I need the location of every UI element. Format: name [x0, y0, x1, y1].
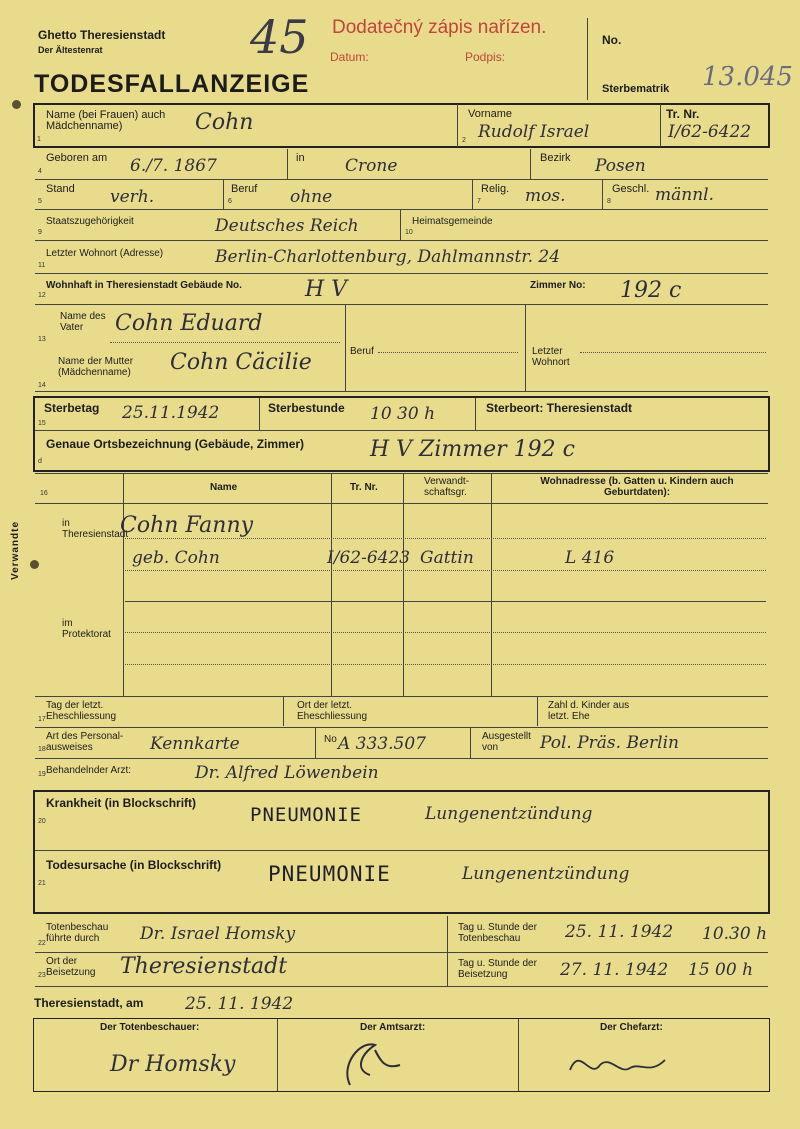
genau-label: Genaue Ortsbezeichnung (Gebäude, Zimmer): [46, 437, 305, 451]
no-label: No.: [602, 33, 622, 47]
rel1-adr: L 416: [565, 548, 615, 568]
place-date-value: 25. 11. 1942: [185, 994, 294, 1014]
sterbestunde-label: Sterbestunde: [268, 401, 345, 415]
ausweis-no-label: No: [324, 734, 337, 745]
sterbeort-label: Sterbeort: Theresienstadt: [486, 401, 633, 415]
punch-hole-bottom: [30, 560, 39, 569]
sig1-label: Der Totenbeschauer:: [100, 1022, 200, 1033]
im-prot-label: im Protektorat: [62, 618, 111, 640]
handwritten-number: 45: [250, 10, 309, 64]
trnr-label: Tr. Nr.: [666, 107, 700, 121]
heimat-label: Heimatsgemeinde: [412, 216, 493, 227]
krankheit-block: PNEUMONIE: [250, 804, 362, 826]
totenbeschau-value: Dr. Israel Homsky: [140, 924, 296, 944]
place-date-label: Theresienstadt, am: [34, 996, 144, 1010]
parents-wohnort-label: Letzter Wohnort: [532, 346, 570, 368]
stamp-podpis: Podpis:: [465, 50, 506, 64]
kinder-label: Zahl d. Kinder aus letzt. Ehe: [548, 700, 630, 722]
parents-beruf-label: Beruf: [350, 346, 374, 357]
staat-label: Staatszugehörigkeit: [46, 216, 134, 227]
relig-label: Relig.: [481, 183, 510, 195]
vorname-label: Vorname: [468, 108, 513, 120]
beschau-tag-label: Tag u. Stunde der Totenbeschau: [458, 922, 537, 944]
ausweis-art-label: Art des Personal-ausweises: [46, 731, 124, 753]
sig3-signature: [565, 1040, 675, 1085]
rel1-name2: geb. Cohn: [132, 548, 220, 568]
sterbetag-value: 25.11.1942: [122, 403, 220, 423]
name-value: Cohn: [195, 110, 254, 135]
name-label-text: Name (bei Frauen) auch Mädchenname): [46, 109, 166, 132]
ausgestellt-value: Pol. Präs. Berlin: [540, 733, 679, 753]
arzt-label: Behandelnder Arzt:: [46, 765, 132, 776]
vorname-value: Rudolf Israel: [478, 122, 590, 142]
col-trnr: Tr. Nr.: [350, 482, 378, 493]
col-adr: Wohnadresse (b. Gatten u. Kindern auch Geburtdaten):: [540, 476, 734, 498]
beruf-value: ohne: [290, 187, 333, 207]
header-divider: [587, 18, 588, 100]
stand-label: Stand: [46, 183, 75, 195]
col-verw: Verwandt-schaftsgr.: [424, 476, 470, 498]
zimmer-value: 192 c: [620, 278, 682, 303]
ehe-ort-label: Ort der letzt. Eheschliessung: [297, 700, 368, 722]
ausgestellt-label: Ausgestellt von: [482, 731, 531, 753]
gebaeude-value: H V: [305, 277, 348, 302]
totenbeschau-label: Totenbeschau führte durch: [46, 922, 109, 944]
bezirk-value: Posen: [595, 156, 646, 176]
krankheit-script: Lungenentzündung: [425, 804, 593, 824]
geschl-label: Geschl.: [612, 183, 650, 195]
sterbematrik-value: 13.045: [702, 62, 793, 92]
ursache-block: PNEUMONIE: [268, 862, 391, 886]
sig3-label: Der Chefarzt:: [600, 1022, 663, 1033]
stand-value: verh.: [110, 187, 155, 207]
trnr-value: I/62-6422: [668, 122, 752, 142]
ursache-script: Lungenentzündung: [462, 864, 630, 884]
col-name: Name: [210, 482, 238, 493]
beisetzung-tag-time: 15 00 h: [688, 960, 754, 980]
geboren-label: Geboren am: [46, 152, 108, 164]
ausweis-art-value: Kennkarte: [150, 734, 240, 754]
geboren-value: 6./7. 1867: [130, 156, 217, 176]
name-label: [46, 110, 186, 132]
rel1-trnr: I/62-6423: [327, 548, 411, 568]
vater-label: Name des Vater: [60, 311, 106, 333]
ausweis-no-value: A 333.507: [338, 734, 426, 754]
beisetzung-ort-label: Ort der Beisetzung: [46, 956, 96, 978]
ursache-label: Todesursache (in Blockschrift): [46, 858, 222, 872]
ehe-tag-label: Tag der letzt. Eheschliessung: [46, 700, 117, 722]
in-label: in: [296, 152, 305, 164]
org-council: Der Ältestenrat: [38, 45, 103, 55]
wohnort-value: Berlin-Charlottenburg, Dahlmannstr. 24: [215, 247, 561, 267]
stamp-line: Dodatečný zápis nařízen.: [332, 17, 547, 38]
zimmer-label: Zimmer No:: [530, 280, 586, 291]
relig-value: mos.: [525, 186, 566, 206]
beisetzung-ort-value: Theresienstadt: [120, 954, 288, 979]
geschl-value: männl.: [655, 185, 714, 205]
sterbestunde-value: 10 30 h: [370, 404, 436, 424]
sig2-label: Der Amtsarzt:: [360, 1022, 426, 1033]
stamp-datum: Datum:: [330, 50, 369, 64]
wohnort-label: Letzter Wohnort (Adresse): [46, 248, 164, 259]
beschau-tag-value: 25. 11. 1942: [565, 922, 674, 942]
beruf-label: Beruf: [231, 183, 258, 195]
beisetzung-tag-label: Tag u. Stunde der Beisetzung: [458, 958, 537, 980]
in-there-label: in Theresienstadt: [62, 518, 129, 540]
sterbematrik-label: Sterbematrik: [602, 83, 670, 95]
bezirk-label: Bezirk: [540, 152, 571, 164]
rel1-name: Cohn Fanny: [120, 513, 254, 538]
beisetzung-tag-value: 27. 11. 1942: [560, 960, 669, 980]
sterbetag-label: Sterbetag: [44, 401, 100, 415]
vater-value: Cohn Eduard: [115, 311, 263, 336]
verwandte-side-label: Verwandte: [10, 520, 21, 580]
rel1-verw: Gattin: [420, 548, 474, 568]
in-value: Crone: [345, 156, 398, 176]
mutter-value: Cohn Cäcilie: [170, 350, 312, 375]
sig2-signature: [330, 1035, 410, 1090]
form-title: TODESFALLANZEIGE: [34, 70, 310, 98]
krankheit-label: Krankheit (in Blockschrift): [46, 796, 197, 810]
staat-value: Deutsches Reich: [215, 216, 359, 236]
genau-value: H V Zimmer 192 c: [370, 437, 575, 462]
arzt-value: Dr. Alfred Löwenbein: [195, 763, 379, 783]
mutter-label: Name der Mutter (Mädchenname): [58, 356, 134, 378]
beschau-tag-time: 10.30 h: [702, 924, 768, 944]
sig1-value: Dr Homsky: [110, 1052, 236, 1077]
punch-hole-top: [12, 100, 21, 109]
org-name: Ghetto Theresienstadt: [38, 28, 166, 42]
gebaeude-label: Wohnhaft in Theresienstadt Gebäude No.: [46, 280, 242, 291]
